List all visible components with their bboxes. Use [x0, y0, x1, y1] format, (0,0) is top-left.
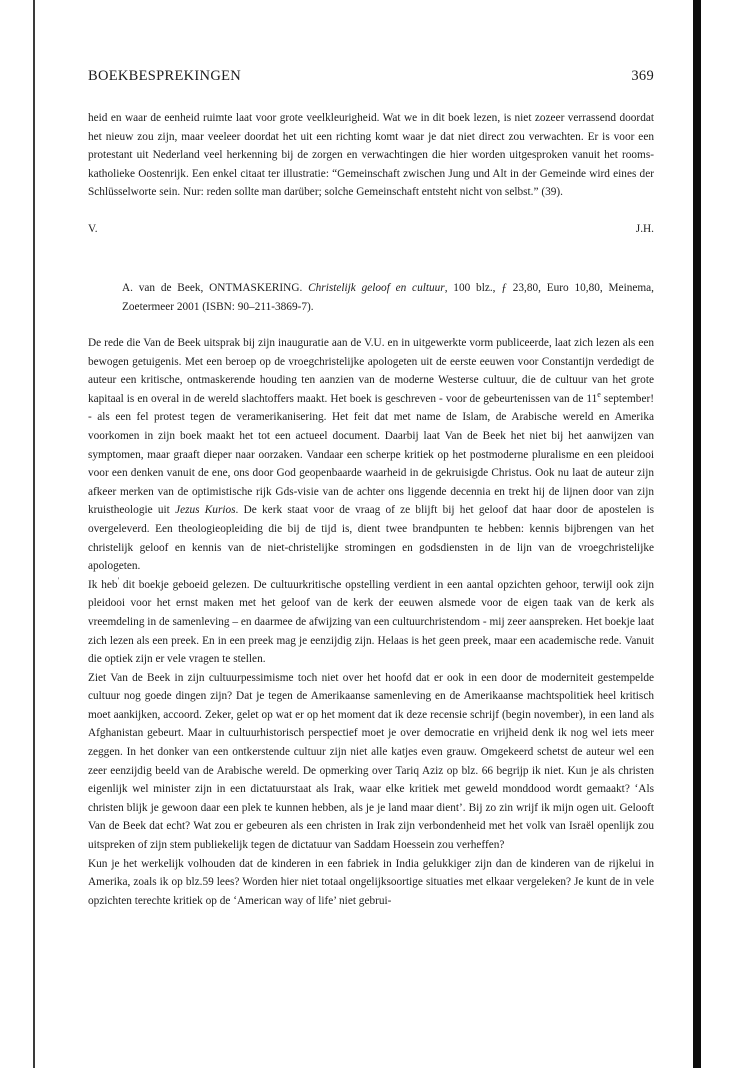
- citation-author-title: A. van de Beek, ONTMASKERING.: [122, 282, 309, 294]
- review-body: [88, 334, 654, 910]
- citation-subtitle: Christelijk geloof en cultuur: [308, 282, 445, 294]
- review-p1-text-c: . De kerk staat voor de vraag of ze blijft bij het geloof dat haar door de apostelen is overgeleverd. Een theologieopleiding die bij de tijd is, dient twee brandpunten te hebben: kennis bijbrengen van het christelijk geloof en kennis van de niet-christelijke stromingen en godsdiensten in de lijn van de vroegchristelijke apologeten.: [88, 504, 654, 573]
- signature-left: V.: [88, 223, 98, 235]
- previous-review-signature: [88, 220, 654, 239]
- previous-review-paragraph: heid en waar de eenheid ruimte laat voor grote veelkleurigheid. Wat we in dit boek lezen, is niet zozeer verrassend doordat het nieuw zou zijn, maar veeleer doordat het uit een richting komt waar je dat niet direct zou verwachten. Er is voor een protestant uit Nederland veel herkenning bij de zorgen en verwachtingen die hier worden uitgesproken vanuit het rooms-katholieke Oostenrijk. Een enkel citaat ter illustratie: “Gemeinschaft zwischen Jung und Alt in der Gemeinde wird eines der Schlüsselworte sein. Nur: reden sollte man darüber; solche Gemeinschaft entsteht nicht von selbst.” (39).: [88, 112, 654, 199]
- section-title: BOEKBESPREKINGEN: [88, 68, 242, 84]
- review-p1-text-b: september! - als een fel protest tegen de veramerikanisering. Het feit dat met name de Islam, de Arabische wereld en Amerika voorkomen in zijn boek maakt het tot een actueel document. Daarbij laat Van de Beek het niet bij het aanwijzen van symptomen, maar graaft dieper naar oorzaken. Vandaar een scherpe kritiek op het postmoderne pluralisme en een pleidooi voor een denken vanuit de ene, ons door God geopenbaarde waarheid in de gekruisigde Christus. Ook nu laat de auteur zijn afkeer merken van de optimistische rijk Gds-visie van de achter ons liggende decennia en trekt hij de lijnen door van zijn kruistheologie uit: [88, 392, 654, 517]
- page-number: 369: [631, 68, 654, 84]
- signature-right: J.H.: [635, 223, 654, 235]
- citation-details-2: 23,80, Euro 10,80, Meinema, Zoetermeer 2001 (ISBN: 90–211-3869-7).: [122, 282, 655, 313]
- review-p2-text-a: Ik heb: [88, 578, 118, 591]
- book-citation: [122, 279, 654, 316]
- review-p1-text-a: De rede die Van de Beek uitsprak bij zijn inauguratie aan de V.U. en in uitgewerkte vorm publiceerde, laat zich lezen als een bewogen getuigenis. Met een beroep op de vroegchristelijke apologeten uit de eerste eeuwen voor Constantijn verdedigt de auteur een kritische, ontmaskerende houding ten aanzien van de moderne Westerse cultuur, die de cultuur van het grote kapitaal is en overal in de wereld slachtoffers maakt. Het boek is geschreven - voor de gebeurtenissen van de 11: [88, 337, 654, 405]
- review-paragraph-3: Ziet Van de Beek in zijn cultuurpessimisme toch niet over het hoofd dat er ook in een door de moderniteit gestempelde cultuur nog goede dingen zijn? Dat je tegen de Amerikaanse samenleving en de Amerikaanse machtspolitiek heel kritisch moet aankijken, accoord. Zeker, gelet op wat er op het moment dat ik deze recensie schrijf (begin november), in een land als Afghanistan gebeurt. Maar in cultuurhistorisch perspectief moet je over democratie en vrijheid denk ik nog wel iets meer zeggen. In het donker van een ontkerstende cultuur zijn niet alle katjes even grauw. Omgekeerd schetst de auteur wel een zeer eenzijdig beeld van de Arabische wereld. De opmerking over Tariq Aziz op blz. 66 begrijp ik niet. Kun je als christen eigenlijk wel minister zijn in een dictatuurstaat als Irak, waar elke kritiek met geweld monddood wordt gemaakt? ‘Als christen blijk je gewoon daar een plek te kunnen hebben, als je je land maar dient’. Bij zo zin wrijf ik mijn ogen uit. Gelooft Van de Beek dat echt? Wat zou er gebeuren als een christen in Irak zijn verbondenheid met het volk van Israël openlijk zou uitspreken of zijn stem publiekelijk tegen de dictatuur van Saddam Hoessein zou verheffen?: [88, 671, 654, 852]
- review-p2-text-b: dit boekje geboeid gelezen. De cultuurkritische opstelling verdient in een aantal opzichten gehoor, terwijl ook zijn pleidooi voor het ernst maken met het geloof van de kerk der eeuwen alsmede voor de eigen taak van de kerk als vreemdeling in de samenleving – en daarmee de afwijzing van een cultuurchristendom - mij zeer aanspreken. Het boekje laat zich lezen als een preek. En in een preek mag je eenzijdig zijn. Helaas is het geen preek, maar een academische rede. Vanuit die optiek zijn er vele vragen te stellen.: [88, 578, 655, 666]
- review-paragraph-4: Kun je het werkelijk volhouden dat de kinderen in een fabriek in India gelukkiger zijn dan de kinderen van de rijkelui in Amerika, zoals ik op blz.59 lees? Worden hier niet totaal ongelijksoortige situaties met elkaar vergeleken? Je kunt de in vele opzichten terechte kritiek op de ‘American way of life’ niet gebrui-: [88, 857, 654, 907]
- scan-edge-left: [33, 0, 35, 1068]
- review-paragraph-1: [88, 334, 654, 576]
- citation-details-1: , 100 blz.,: [444, 282, 502, 294]
- running-header: [88, 68, 654, 85]
- review-p1-book-title: Jezus Kurios: [175, 504, 236, 517]
- citation-currency: ƒ: [501, 282, 507, 294]
- review-p2-mark: ': [117, 575, 120, 585]
- review-p1-superscript: e: [597, 389, 601, 399]
- review-paragraph-2: [88, 576, 654, 669]
- scan-edge-right: [693, 0, 701, 1068]
